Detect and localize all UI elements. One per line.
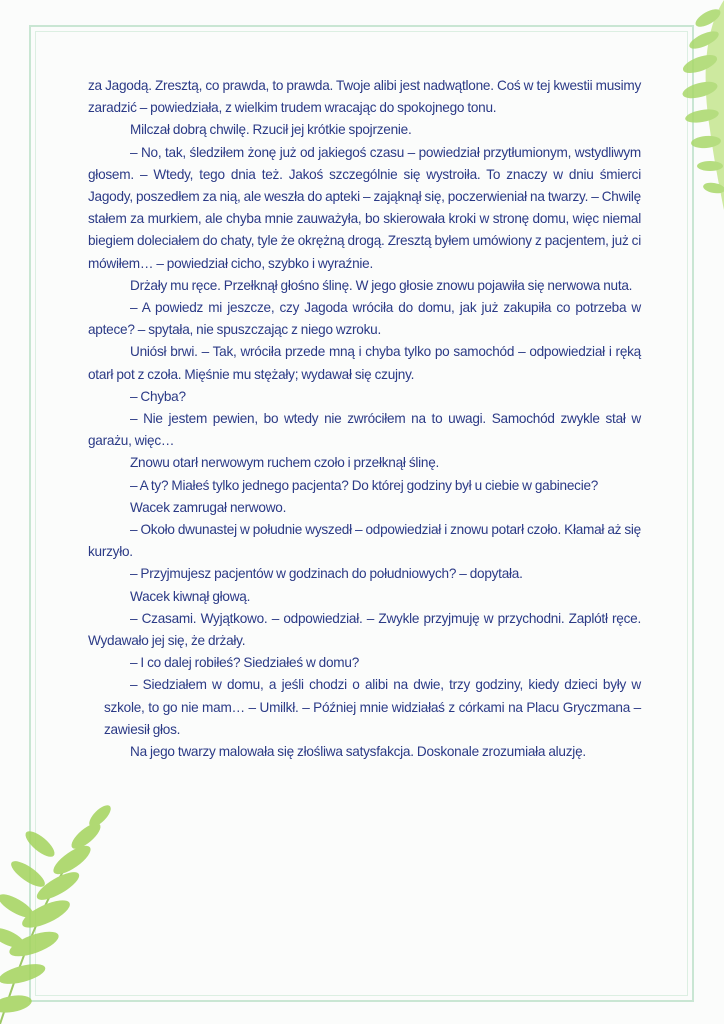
paragraph: Wacek zamrugał nerwowo. [130,499,287,515]
paragraph: – A powiedz mi jeszcze, czy Jagoda wróciła do domu, jak już zakupiła co potrzeba w aptece? – spytała, nie spuszczając z niego wzroku. [88,300,641,338]
paragraph: – Chyba? [130,388,186,404]
paragraph: – Około dwunastej w południe wyszedł – odpowiedział i znowu potarł czoło. Kłamał aż się kurzyło. [88,522,641,560]
paragraph: Znowu otarł nerwowym ruchem czoło i przełknął ślinę. [130,455,440,471]
body-text [88,75,641,763]
paragraph: – Czasami. Wyjątkowo. – odpowiedział. – Zwykle przyjmuję w przychodni. Zaplótł ręce. Wydawało jej się, że drżały. [88,610,641,649]
paragraph: Uniósł brwi. – Tak, wróciła przede mną i chyba tylko po samochód – odpowiedział i ręką otarł pot z czoła. Mięśnie mu stężały; wydawał się czujny. [88,344,641,382]
paragraph: Milczał dobrą chwilę. Rzucił jej krótkie spojrzenie. [130,122,412,138]
paragraph: Drżały mu ręce. Przełknął głośno ślinę. W jego głosie znowu pojawiła się nerwowa nuta. [130,277,633,293]
paragraph: – Siedziałem w domu, a jeśli chodzi o alibi na dwie, trzy godziny, kiedy dzieci były w szkole, to go nie mam… – Umilkł. – Później mnie widziałaś z córkami na Placu Gryczmana – zawiesił głos. [104,677,641,737]
paragraph: Na jego twarzy malowała się złośliwa satysfakcja. Doskonale zrozumiała aluzję. [130,744,586,760]
paragraph: – I co dalej robiłeś? Siedziałeś w domu? [130,655,360,671]
paragraph: – Nie jestem pewien, bo wtedy nie zwróciłem na to uwagi. Samochód zwykle stał w garażu, więc… [88,411,641,449]
paragraph: za Jagodą. Zresztą, co prawda, to prawda. Twoje alibi jest nadwątlone. Coś w tej kwestii musimy zaradzić – powiedziała, z wielkim trudem wracając do spokojnego tonu. [88,78,641,116]
paragraph: – A ty? Miałeś tylko jednego pacjenta? Do której godziny był u ciebie w gabinecie? [130,477,599,493]
paragraph: Wacek kiwnął głową. [130,588,251,604]
paragraph: – Przyjmujesz pacjentów w godzinach do południowych? – dopytała. [130,566,523,582]
paragraph: – No, tak, śledziłem żonę już od jakiegoś czasu – powiedział przytłumionym, wstydliwym głosem. – Wtedy, tego dnia też. Jakoś szczególnie się wystroiła. To znaczy w dniu śmierci Jagody, poszedłem za nią, ale weszła do apteki – zająknął się, poczerwieniał na twarzy. – Chwilę stałem za murkiem, ale chyba mnie zauważyła, bo skierowała kroki w stronę domu, więc niemal biegiem doleciałem do chaty, tyle że okrężną drogą. Zresztą byłem umówiony z pacjentem, już ci mówiłem… – powiedział cicho, szybko i wyraźnie. [88,144,641,271]
